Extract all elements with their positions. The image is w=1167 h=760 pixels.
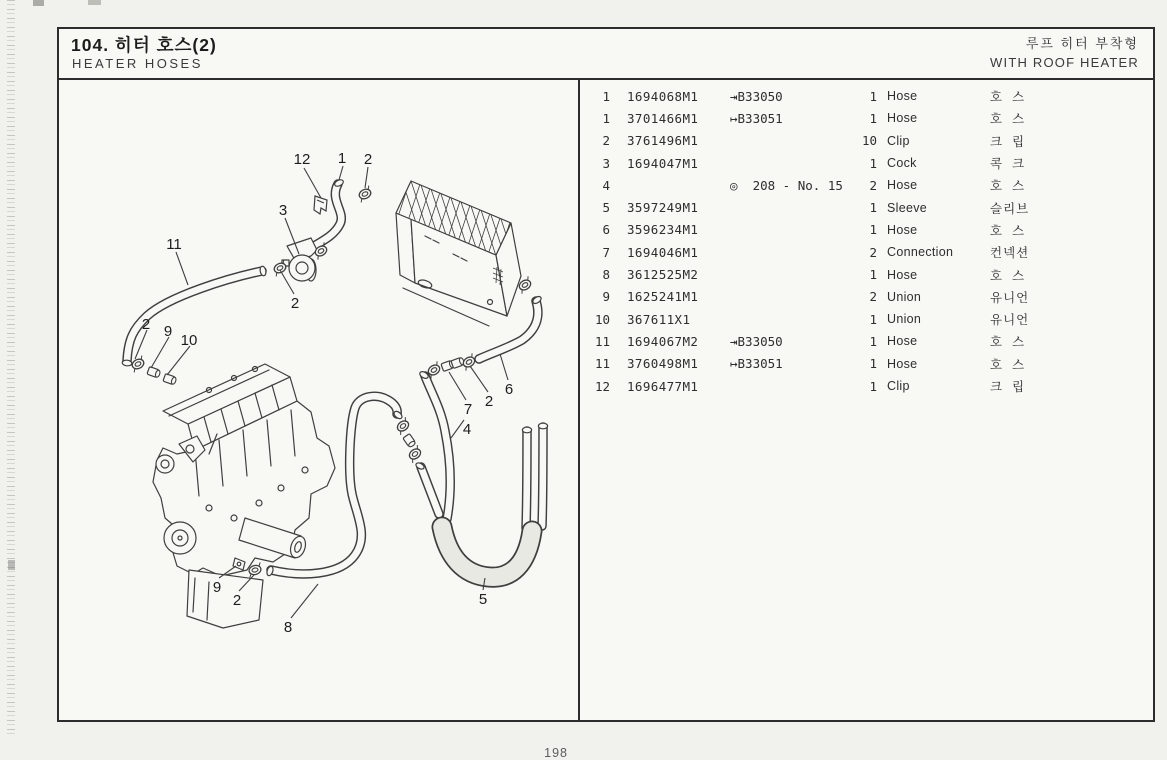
callout-label: 9 [212,579,222,596]
callout-label: 7 [463,401,473,418]
quantity: 1 [869,155,877,171]
part-name-en: Hose [887,334,918,349]
quantity: 2 [869,244,877,260]
part-name-kr: 슬리브 [990,201,1030,216]
table-row [580,286,1153,308]
part-name-en: Cock [887,156,917,171]
part-name-kr: 컨넥션 [990,246,1030,261]
variant-note [990,33,1139,70]
scan-mark [33,0,44,6]
quantity: 1 [869,378,877,394]
part-name-kr: 크 립 [990,380,1026,394]
table-row [580,130,1153,152]
table-row [580,85,1153,107]
part-number: 1694068M1 [627,88,699,104]
part-name-kr: 호 스 [990,90,1026,105]
quantity: 10 [861,133,877,149]
callout-label: 11 [166,236,182,253]
part-name-en: Hose [887,222,918,237]
part-number: 1694067M2 [627,333,699,349]
part-name-kr: 호 스 [990,179,1026,194]
diagram-pane [59,78,578,760]
table-row [580,330,1153,352]
part-number: 3701466M1 [627,110,699,126]
callout-label: 8 [283,619,293,636]
part-number: 1694046M1 [627,244,699,260]
callout-label: 5 [478,591,488,608]
part-name-kr: 유니언 [990,290,1030,305]
part-name-kr: 호 스 [990,268,1026,283]
table-row [580,196,1153,218]
parts-diagram [59,78,578,720]
cock-3 [282,238,317,281]
quantity: 1 [869,267,877,283]
quantity: 1 [869,110,877,126]
scan-binding-edge [7,0,15,737]
clip-12 [314,196,327,214]
callout-label: 4 [462,421,472,438]
ref-no: 12 [594,378,610,394]
callout-label: 9 [163,323,173,340]
catalog-page [57,27,1155,760]
table-row [580,107,1153,129]
callout-label: 10 [180,332,198,349]
table-row [580,219,1153,241]
serial-note: ◎ 208 - No. 15 [730,177,843,193]
part-number: 1625241M1 [627,289,699,305]
part-name-en: Hose [887,111,918,126]
table-row [580,308,1153,330]
part-number: 1696477M1 [627,378,699,394]
serial-note: ↦B33051 [730,356,783,372]
part-name-en: Hose [887,267,918,282]
part-name-kr: 유니언 [990,313,1030,328]
callout-label: 6 [504,381,514,398]
quantity: 1 [869,356,877,372]
part-number: 367611X1 [627,311,691,327]
part-name-en: Clip [887,379,910,393]
ref-no: 11 [594,356,610,372]
part-name-en: Union [887,289,922,304]
serial-note: ⇥B33050 [730,88,783,104]
quantity: 1 [869,333,877,349]
part-number: 3596234M1 [627,222,699,238]
variant-note-kr: 루프 히터 부착형 [1025,36,1139,51]
engine-illustration [153,364,335,628]
scan-mark [8,560,15,570]
serial-note: ↦B33051 [730,110,783,126]
page-header [59,29,1153,80]
ref-no: 11 [594,333,610,349]
ref-no: 3 [602,155,610,171]
ref-no: 8 [602,267,610,283]
quantity: 1 [869,88,877,104]
table-row [580,241,1153,263]
part-name-kr: 호 스 [990,357,1026,372]
table-row [580,152,1153,174]
callout-label: 2 [141,316,151,333]
part-name-en: Hose [887,89,918,104]
quantity: 1 [869,200,877,216]
callout-label: 1 [337,150,347,167]
table-row [580,174,1153,196]
ref-no: 10 [594,311,610,327]
part-name-en: Hose [887,356,918,371]
part-number: 3612525M2 [627,267,699,283]
quantity: 1 [869,311,877,327]
part-name-en: Clip [887,133,910,148]
part-name-kr: 크 립 [990,134,1026,149]
table-row [580,375,1153,397]
ref-no: 4 [602,177,610,193]
quantity: 1 [869,222,877,238]
ref-no: 7 [602,244,610,260]
table-row [580,263,1153,285]
scan-mark [88,0,101,5]
heater-unit [393,177,521,326]
callout-label: 2 [484,393,494,410]
callout-label: 2 [232,592,242,609]
table-row [580,353,1153,375]
callout-label: 12 [293,151,311,168]
part-name-en: Sleeve [887,200,928,215]
part-number: 3761496M1 [627,133,699,149]
part-name-kr: 호 스 [990,112,1026,127]
hose-5-legs [522,423,547,528]
serial-note: ⇥B33050 [730,333,783,349]
part-name-en: Union [887,312,922,327]
variant-note-en: WITH ROOF HEATER [990,55,1139,70]
ref-no: 5 [602,200,610,216]
section-title-kr: 104. 히터 호스(2) [71,35,217,55]
callout-label: 2 [363,151,373,168]
quantity: 2 [869,177,877,193]
parts-table [580,78,1153,720]
callout-label: 2 [290,295,300,312]
part-name-en: Connection [887,245,954,260]
part-number: 3597249M1 [627,200,699,216]
callout-label: 3 [278,202,288,219]
connector-stub [415,462,439,514]
part-name-kr: 콕 크 [990,157,1026,172]
part-name-kr: 호 스 [990,223,1026,238]
ref-no: 1 [602,110,610,126]
quantity: 2 [869,289,877,305]
ref-no: 6 [602,222,610,238]
part-number: 3760498M1 [627,356,699,372]
page-number: 198 [544,746,568,760]
part-name-en: Hose [887,178,918,193]
ref-no: 9 [602,289,610,305]
part-number: 1694047M1 [627,155,699,171]
ref-no: 1 [602,88,610,104]
sleeve-5 [442,527,532,577]
ref-no: 2 [602,133,610,149]
section-title-en: HEATER HOSES [72,56,203,71]
part-name-kr: 호 스 [990,335,1026,350]
